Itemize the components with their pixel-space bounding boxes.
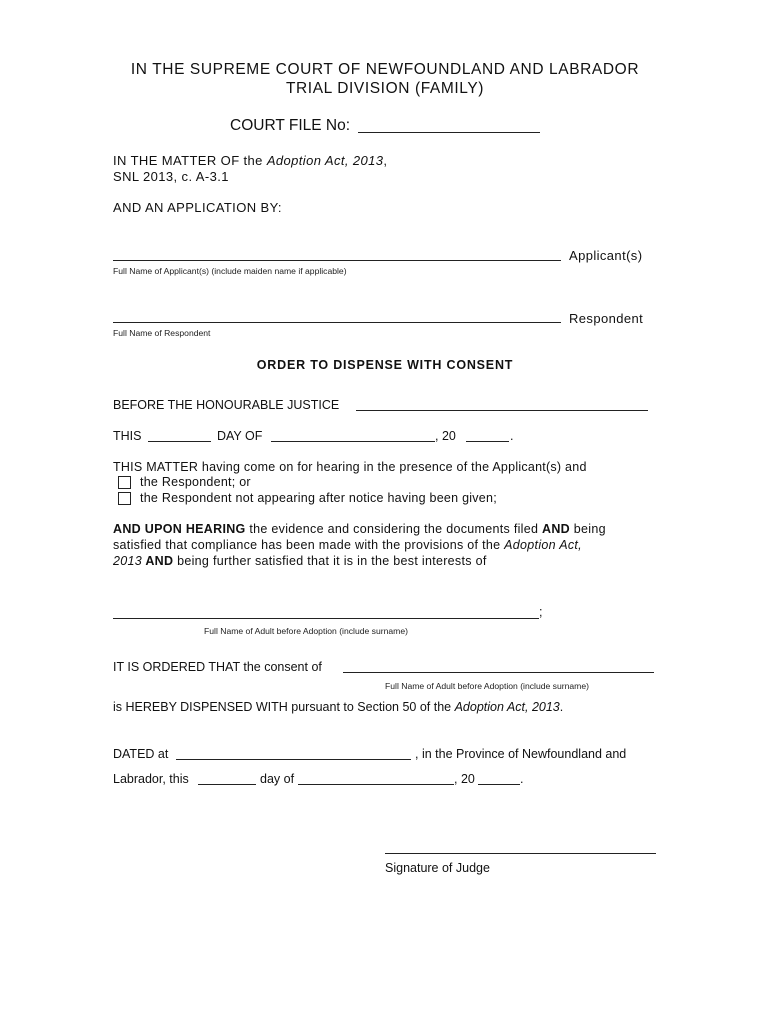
upon-hearing-text1: the evidence and considering the documents filed <box>245 522 543 536</box>
dispensed-text: is HEREBY DISPENSED WITH pursuant to Section 50 of the <box>113 700 455 714</box>
month-field[interactable] <box>271 441 435 442</box>
upon-hearing-bold: AND UPON HEARING <box>113 522 246 536</box>
ordered-caption: Full Name of Adult before Adoption (include surname) <box>385 681 589 691</box>
order-title: ORDER TO DISPENSE WITH CONSENT <box>256 358 514 372</box>
dated-day-of: day of <box>260 772 295 786</box>
respondent-present-checkbox[interactable] <box>118 476 131 489</box>
adult-caption: Full Name of Adult before Adoption (include surname) <box>204 626 408 636</box>
upon-hearing-text2: being <box>570 522 606 536</box>
respondent-absent-checkbox[interactable] <box>118 492 131 505</box>
dated-year-prefix: , 20 <box>454 772 475 786</box>
ordered-label: IT IS ORDERED THAT the consent of <box>113 660 322 674</box>
before-justice-label: BEFORE THE HONOURABLE JUSTICE <box>113 398 340 412</box>
upon-hearing-line3 <box>113 554 487 568</box>
upon-hearing-and2: AND <box>142 554 174 568</box>
upon-hearing-line1 <box>113 522 606 536</box>
dated-period: . <box>520 772 524 786</box>
year-prefix: , 20 <box>435 429 456 443</box>
consent-adult-name-field[interactable] <box>343 672 654 673</box>
adult-semicolon: ; <box>539 605 543 619</box>
upon-hearing-line2-text: satisfied that compliance has been made with the provisions of the <box>113 538 505 552</box>
upon-hearing-line3-text: being further satisfied that it is in the best interests of <box>173 554 487 568</box>
day-of-label: DAY OF <box>217 429 263 443</box>
matter-suffix: , <box>383 153 388 168</box>
option-respondent-present: the Respondent; or <box>140 475 251 489</box>
applicant-label: Applicant(s) <box>569 248 643 263</box>
dispensed-end: . <box>559 700 564 714</box>
dated-month-field[interactable] <box>298 784 454 785</box>
applicant-caption: Full Name of Applicant(s) (include maiden name if applicable) <box>113 266 347 276</box>
option-respondent-absent: the Respondent not appearing after notice having been given; <box>140 491 497 505</box>
adult-name-field[interactable] <box>113 618 539 619</box>
matter-act: Adoption Act, 2013 <box>266 153 384 168</box>
dispensed-act: Adoption Act, 2013 <box>454 700 560 714</box>
dated-place-field[interactable] <box>176 759 411 760</box>
court-file-label: COURT FILE No: <box>230 117 351 134</box>
application-by: AND AN APPLICATION BY: <box>113 200 282 215</box>
respondent-caption: Full Name of Respondent <box>113 328 211 338</box>
dispensed-line <box>113 700 563 714</box>
upon-hearing-act: Adoption Act, <box>504 538 582 552</box>
respondent-label: Respondent <box>569 311 644 326</box>
dated-year-field[interactable] <box>478 784 520 785</box>
province-text: , in the Province of Newfoundland and <box>415 747 627 761</box>
date-period: . <box>510 429 514 443</box>
court-heading: IN THE SUPREME COURT OF NEWFOUNDLAND AND LABRADOR <box>130 61 640 78</box>
matter-line <box>113 153 387 168</box>
dated-label: DATED at <box>113 747 169 761</box>
signature-label: Signature of Judge <box>385 861 490 875</box>
court-file-field[interactable] <box>358 132 540 133</box>
judge-signature-field[interactable] <box>385 853 656 854</box>
upon-hearing-year: 2013 <box>113 554 143 568</box>
this-label: THIS <box>113 429 142 443</box>
respondent-name-field[interactable] <box>113 322 561 323</box>
division-heading: TRIAL DIVISION (FAMILY) <box>285 80 485 97</box>
day-field[interactable] <box>148 441 211 442</box>
dated-day-field[interactable] <box>198 784 256 785</box>
matter-statute: SNL 2013, c. A-3.1 <box>113 169 229 184</box>
matter-prefix: IN THE MATTER OF the <box>113 153 267 168</box>
upon-hearing-and: AND <box>542 522 571 536</box>
year-field[interactable] <box>466 441 509 442</box>
labrador-text: Labrador, this <box>113 772 189 786</box>
justice-name-field[interactable] <box>356 410 648 411</box>
hearing-intro: THIS MATTER having come on for hearing in the presence of the Applicant(s) and <box>113 460 587 474</box>
upon-hearing-line2 <box>113 538 582 552</box>
applicant-name-field[interactable] <box>113 260 561 261</box>
